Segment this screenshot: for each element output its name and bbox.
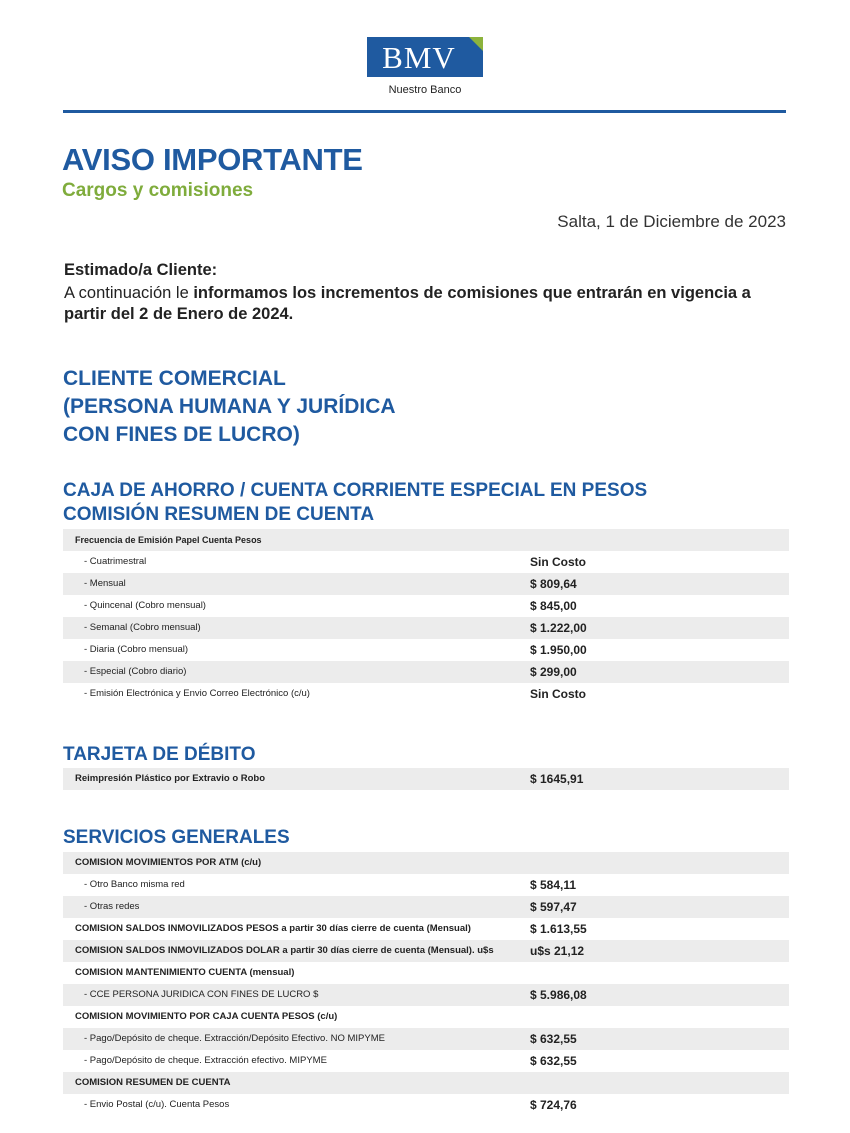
- table-row: [63, 1028, 789, 1050]
- table-row: [63, 617, 789, 639]
- caja-heading: [63, 479, 647, 527]
- row-value: u$s 21,12: [530, 944, 585, 958]
- table-row: [63, 1072, 789, 1094]
- table-row: [63, 595, 789, 617]
- servicios-table: [63, 852, 789, 1116]
- client-heading: [63, 365, 396, 449]
- row-value: Sin Costo: [530, 555, 586, 569]
- row-label: - Otro Banco misma red: [84, 879, 185, 890]
- row-value: $ 1.950,00: [530, 643, 587, 657]
- table-row: [63, 896, 789, 918]
- table-row: [63, 1006, 789, 1028]
- table-header-label: Frecuencia de Emisión Papel Cuenta Pesos: [75, 535, 262, 545]
- bank-logo: [367, 37, 483, 77]
- client-heading-line1: CLIENTE COMERCIAL: [63, 367, 286, 390]
- row-label: COMISION SALDOS INMOVILIZADOS PESOS a partir 30 días cierre de cuenta (Mensual): [75, 923, 471, 934]
- row-label: COMISION SALDOS INMOVILIZADOS DOLAR a partir 30 días cierre de cuenta (Mensual). u$s: [75, 945, 494, 956]
- greeting: Estimado/a Cliente:: [64, 261, 218, 279]
- client-heading-line2: (PERSONA HUMANA Y JURÍDICA: [63, 395, 396, 418]
- intro-paragraph: [64, 283, 784, 325]
- table-row: [63, 639, 789, 661]
- row-label: - Especial (Cobro diario): [84, 666, 187, 677]
- debito-heading: TARJETA DE DÉBITO: [63, 744, 256, 765]
- caja-table: [63, 529, 789, 705]
- row-label: - Diaria (Cobro mensual): [84, 644, 189, 655]
- row-value: $ 632,55: [530, 1054, 577, 1068]
- table-row: [63, 962, 789, 984]
- table-row: [63, 918, 789, 940]
- caja-heading-line1: CAJA DE AHORRO / CUENTA CORRIENTE ESPECIAL EN PESOS: [63, 480, 648, 501]
- row-label: - Mensual: [84, 578, 126, 589]
- row-value: $ 1645,91: [530, 772, 584, 786]
- table-header-row: [63, 529, 789, 551]
- page-subtitle: Cargos y comisiones: [62, 180, 254, 201]
- servicios-heading: SERVICIOS GENERALES: [63, 827, 290, 848]
- row-label: - Envio Postal (c/u). Cuenta Pesos: [84, 1099, 230, 1110]
- table-row: [63, 852, 789, 874]
- row-value: $ 1.613,55: [530, 922, 587, 936]
- row-label: - CCE PERSONA JURIDICA CON FINES DE LUCRO $: [84, 989, 319, 1000]
- debito-table: [63, 768, 789, 790]
- letter-date: Salta, 1 de Diciembre de 2023: [557, 212, 786, 231]
- table-row: [63, 661, 789, 683]
- row-value: $ 1.222,00: [530, 621, 587, 635]
- row-label: COMISION MANTENIMIENTO CUENTA (mensual): [75, 967, 295, 978]
- intro-bold: informamos los incrementos de comisiones que entrarán en vigencia a partir del 2 de Enero de 2024.: [64, 284, 751, 323]
- row-label: - Emisión Electrónica y Envio Correo Electrónico (c/u): [84, 688, 310, 699]
- row-label: - Otras redes: [84, 901, 140, 912]
- page-title: AVISO IMPORTANTE: [62, 142, 363, 177]
- table-row: [63, 874, 789, 896]
- caja-heading-line2: COMISIÓN RESUMEN DE CUENTA: [63, 504, 375, 525]
- row-label: - Cuatrimestral: [84, 556, 147, 567]
- row-value: $ 597,47: [530, 900, 577, 914]
- row-label: COMISION MOVIMIENTO POR CAJA CUENTA PESOS (c/u): [75, 1011, 338, 1022]
- row-value: $ 584,11: [530, 878, 577, 892]
- table-row: [63, 683, 789, 705]
- row-label: - Pago/Depósito de cheque. Extracción efectivo. MIPYME: [84, 1055, 327, 1066]
- table-row: [63, 551, 789, 573]
- row-value: $ 809,64: [530, 577, 577, 591]
- row-value: Sin Costo: [530, 687, 586, 701]
- row-label: Reimpresión Plástico por Extravio o Robo: [75, 773, 266, 784]
- table-row: [63, 984, 789, 1006]
- header-rule: [63, 110, 786, 113]
- row-value: $ 632,55: [530, 1032, 577, 1046]
- table-row: [63, 1094, 789, 1116]
- row-value: $ 299,00: [530, 665, 577, 679]
- table-row: [63, 573, 789, 595]
- logo-tagline: Nuestro Banco: [388, 84, 462, 96]
- client-heading-line3: CON FINES DE LUCRO): [63, 423, 300, 446]
- row-value: $ 845,00: [530, 599, 577, 613]
- row-value: $ 724,76: [530, 1098, 577, 1112]
- table-row: [63, 1050, 789, 1072]
- row-label: COMISION RESUMEN DE CUENTA: [75, 1077, 231, 1088]
- logo-text: BMV: [382, 40, 456, 75]
- row-value: $ 5.986,08: [530, 988, 587, 1002]
- row-label: - Pago/Depósito de cheque. Extracción/Depósito Efectivo. NO MIPYME: [84, 1033, 385, 1044]
- intro-plain: A continuación le: [64, 284, 194, 302]
- row-label: - Semanal (Cobro mensual): [84, 622, 201, 633]
- table-row: [63, 768, 789, 790]
- row-label: COMISION MOVIMIENTOS POR ATM (c/u): [75, 857, 262, 868]
- row-label: - Quincenal (Cobro mensual): [84, 600, 206, 611]
- table-row: [63, 940, 789, 962]
- logo-accent-triangle: [469, 37, 483, 51]
